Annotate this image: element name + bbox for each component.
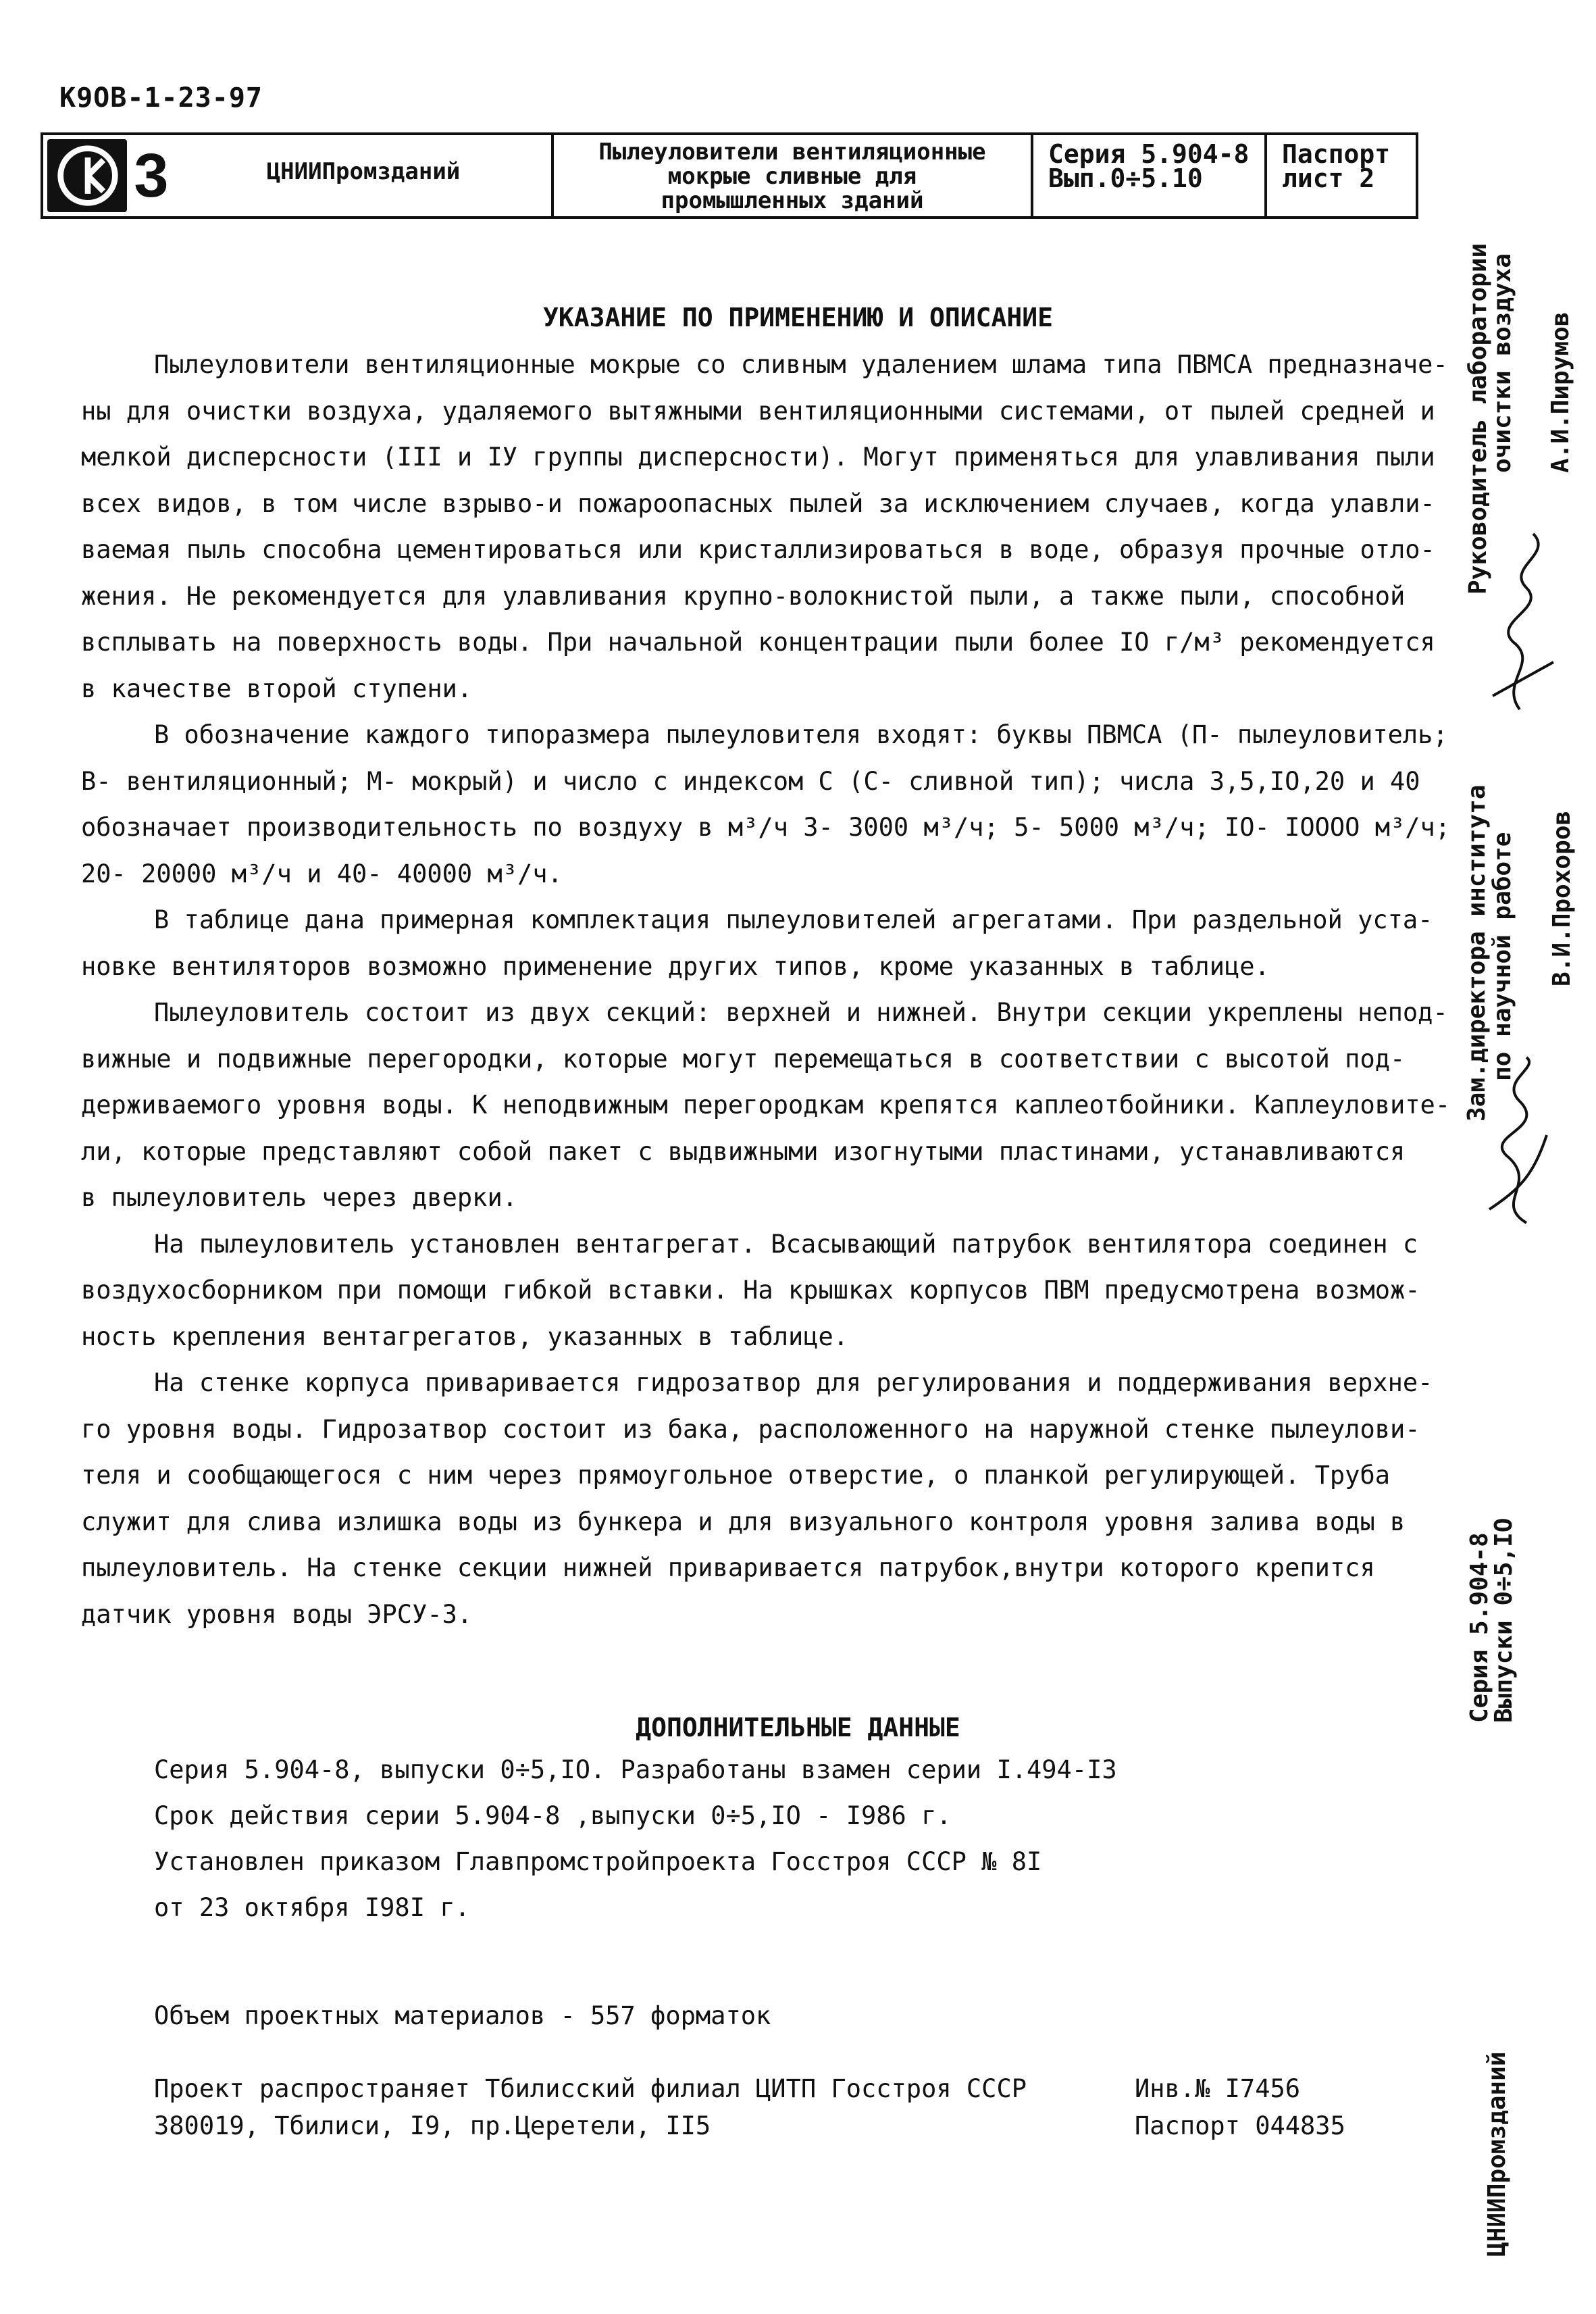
sheet-line-1: Паспорт xyxy=(1282,139,1391,169)
series-line-2: Вып.0÷5.10 xyxy=(1048,164,1203,193)
logo-ck-icon xyxy=(55,143,120,208)
logo-digit: 3 xyxy=(134,141,169,210)
inventory-number: Инв.№ I7456 xyxy=(1135,2074,1301,2103)
series-line-1: Серия 5.904-8 xyxy=(1048,139,1250,169)
section-heading-main: УКАЗАНИЕ ПО ПРИМЕНЕНИЮ И ОПИСАНИЕ xyxy=(543,303,1053,332)
logo-mark xyxy=(47,139,127,212)
series-cell xyxy=(1033,135,1267,216)
margin-lab-head-1: Руководитель лаборатории xyxy=(1464,243,1492,595)
body-line: пылеуловитель. На стенке секции нижней приваривается патрубок,внутри которого крепится xyxy=(81,1553,1375,1582)
distributor-line-1: Проект распространяет Тбилисский филиал ЦИТП Госстроя СССР xyxy=(154,2074,1027,2103)
extra-line: Установлен приказом Главпромстройпроекта Госстроя СССР № 8I xyxy=(154,1847,1042,1876)
body-line: воздухосборником при помощи гибкой вставки. На крышках корпусов ПВМ предусмотрена возмож- xyxy=(81,1276,1420,1305)
margin-deputy-2: по научной работе xyxy=(1489,832,1516,1081)
margin-org: ЦНИИПромзданий xyxy=(1483,2051,1511,2257)
org-cell xyxy=(176,135,554,216)
body-line: В- вентиляционный; М- мокрый) и число с индексом С (С- сливной тип); числа 3,5,IO,20 и 40 xyxy=(81,767,1420,796)
title-line-1: Пылеуловители вентиляционные xyxy=(598,139,986,166)
body-line: ны для очистки воздуха, удаляемого вытяжными вентиляционными системами, от пылей средней и xyxy=(81,397,1435,426)
body-line: новке вентиляторов возможно применение других типов, кроме указанных в таблице. xyxy=(81,952,1270,981)
body-line: мелкой дисперсности (III и IУ группы дисперсности). Могут применяться для улавливания пыли xyxy=(81,443,1435,472)
section-heading-extra: ДОПОЛНИТЕЛЬНЫЕ ДАННЫЕ xyxy=(636,1713,960,1742)
margin-deputy-1: Зам.директора института xyxy=(1463,784,1491,1122)
logo-cell xyxy=(43,135,176,216)
body-line: Пылеуловители вентиляционные мокрые со сливным удалением шлама типа ПВМСА предназначе- xyxy=(154,350,1448,379)
org-name: ЦНИИПромзданий xyxy=(266,158,461,185)
distributor-line-2: 380019, Тбилиси, I9, пр.Церетели, II5 xyxy=(154,2111,711,2140)
body-line: вижные и подвижные перегородки, которые могут перемещаться в соответствии с высотой под- xyxy=(81,1045,1406,1074)
title-line-2: мокрые сливные для xyxy=(667,163,917,190)
body-line: 20- 20000 м³/ч и 40- 40000 м³/ч. xyxy=(81,859,563,888)
sheet-line-2: лист 2 xyxy=(1282,164,1375,193)
signature-lab-head xyxy=(1479,527,1567,716)
body-line: теля и сообщающегося с ним через прямоугольное отверстие, о планкой регулирующей. Труба xyxy=(81,1461,1391,1490)
margin-series-2: Выпуски 0÷5,IO xyxy=(1490,1517,1518,1723)
body-line: В таблице дана примерная комплектация пылеуловителей агрегатами. При раздельной уста- xyxy=(154,905,1433,934)
body-line: обозначает производительность по воздуху в м³/ч 3- 3000 м³/ч; 5- 5000 м³/ч; IO- IOOOO м³/ч; xyxy=(81,813,1451,842)
title-block xyxy=(41,132,1418,219)
document-code: К9OB-1-23-97 xyxy=(59,82,263,114)
sheet-cell xyxy=(1267,135,1416,216)
body-line: в качестве второй ступени. xyxy=(81,674,473,703)
volume-line: Объем проектных материалов - 557 форматок xyxy=(154,2001,771,2030)
margin-series-1: Серия 5.904-8 xyxy=(1466,1532,1493,1723)
margin-deputy-name: В.И.Прохоров xyxy=(1548,810,1576,986)
extra-line: Срок действия серии 5.904-8 ,выпуски 0÷5,IO - I986 г. xyxy=(154,1801,952,1830)
body-line: Пылеуловитель состоит из двух секций: верхней и нижней. Внутри секции укреплены непод- xyxy=(154,998,1448,1027)
body-line: датчик уровня воды ЭРСУ-3. xyxy=(81,1600,473,1629)
title-cell xyxy=(554,135,1033,216)
body-line: всплывать на поверхность воды. При начальной концентрации пыли более IO г/м³ рекомендуется xyxy=(81,628,1435,657)
extra-line: Серия 5.904-8, выпуски 0÷5,IO. Разработаны взамен серии I.494-I3 xyxy=(154,1755,1117,1784)
passport-number: Паспорт 044835 xyxy=(1135,2111,1345,2140)
body-line: держиваемого уровня воды. К неподвижным перегородкам крепятся каплеотбойники. Каплеуловите- xyxy=(81,1090,1451,1120)
body-line: служит для слива излишка воды из бункера и для визуального контроля уровня залива воды в xyxy=(81,1507,1406,1536)
signature-deputy xyxy=(1479,1054,1553,1230)
body-line: ваемая пыль способна цементироваться или кристаллизироваться в воде, образуя прочные отло- xyxy=(81,535,1435,564)
body-line: жения. Не рекомендуется для улавливания крупно-волокнистой пыли, а также пыли, способной xyxy=(81,582,1406,611)
body-line: На пылеуловитель установлен вентагрегат. Всасывающий патрубок вентилятора соединен с xyxy=(154,1230,1418,1259)
body-line: ли, которые представляют собой пакет с выдвижными изогнутыми пластинами, устанавливаются xyxy=(81,1137,1406,1166)
body-line: ность крепления вентагрегатов, указанных в таблице. xyxy=(81,1322,849,1351)
body-line: всех видов, в том числе взрыво-и пожароопасных пылей за исключением случаев, когда улавли- xyxy=(81,489,1435,518)
extra-line: от 23 октября I98I г. xyxy=(154,1893,470,1922)
body-line: На стенке корпуса приваривается гидрозатвор для регулирования и поддерживания верхне- xyxy=(154,1368,1433,1397)
body-line: в пылеуловитель через дверки. xyxy=(81,1183,518,1212)
body-line: В обозначение каждого типоразмера пылеуловителя входят: буквы ПВМСА (П- пылеуловитель; xyxy=(154,720,1448,749)
margin-lab-name: А.И.Пирумов xyxy=(1547,311,1574,473)
body-line: го уровня воды. Гидрозатвор состоит из бака, расположенного на наружной стенке пылеулови- xyxy=(81,1415,1420,1444)
title-line-3: промышленных зданий xyxy=(661,187,924,214)
margin-lab-head-2: очистки воздуха xyxy=(1489,253,1516,473)
